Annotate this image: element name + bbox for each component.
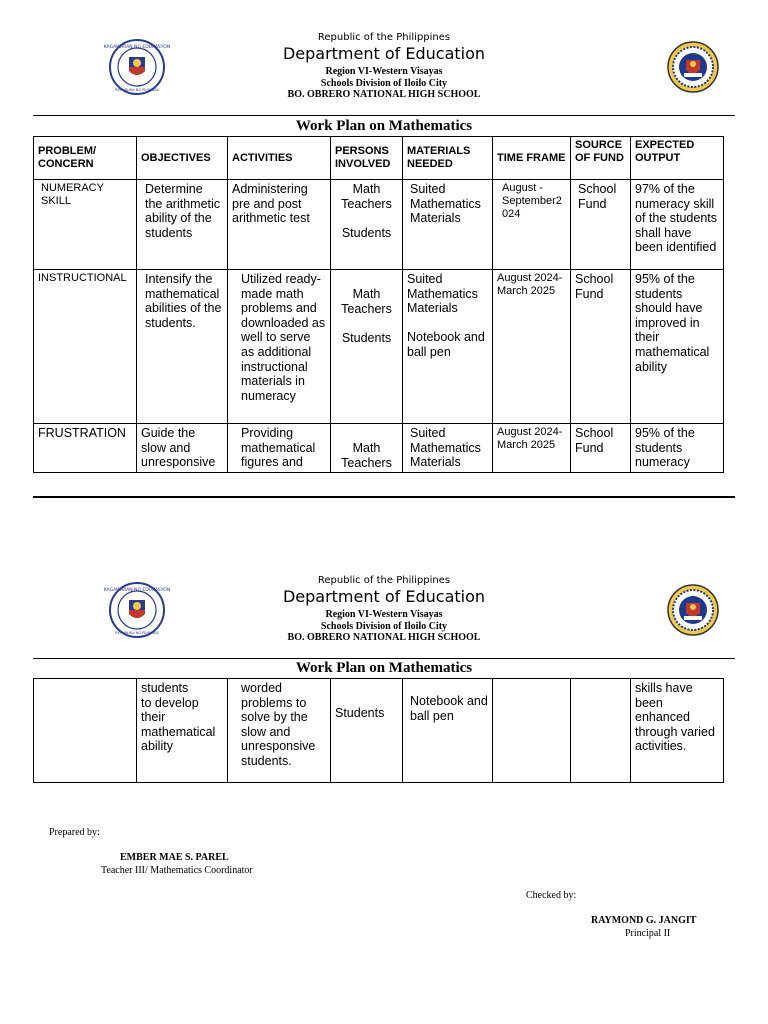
region-line: Region VI-Western Visayas [325, 66, 443, 77]
document-title-2: Work Plan on Mathematics [295, 660, 473, 676]
school-seal-right [666, 40, 720, 99]
cell-output: 95% of the students should have improved in their mathematical ability [631, 270, 724, 424]
cell-source: School Fund [571, 270, 631, 424]
region-line: Region VI-Western Visayas [325, 609, 443, 620]
division-line: Schools Division of Iloilo City [320, 621, 448, 632]
cell-materials: Suited Mathematics Materials [403, 424, 493, 473]
checked-by-title: Principal II [625, 928, 671, 939]
cell-time: August 2024-March 2025 [493, 270, 571, 424]
cell-output: 95% of the students numeracy [631, 424, 724, 473]
cell-source [571, 679, 631, 783]
cell-activities: Utilized ready-made math problems and downloaded as well to serve as additional instructional materials in numeracy [228, 270, 331, 424]
prepared-by-title: Teacher III/ Mathematics Coordinator [101, 865, 253, 876]
header-problem: PROBLEM/ CONCERN [34, 137, 137, 180]
cell-output: skills have been enhanced through varied activities. [631, 679, 724, 783]
cell-materials: Suited Mathematics Materials [403, 180, 493, 270]
department-name: Department of Education [282, 587, 486, 606]
document-title-1: Work Plan on Mathematics [295, 118, 473, 134]
header-materials: MATERIALS NEEDED [403, 137, 493, 180]
cell-activities: Administering pre and post arithmetic test [228, 180, 331, 270]
table-row [34, 424, 724, 473]
department-name: Department of Education [282, 44, 486, 63]
cell-objectives: Determine the arithmetic ability of the students [137, 180, 228, 270]
cell-persons: Students [331, 679, 403, 783]
header-objectives: OBJECTIVES [137, 137, 228, 180]
left-seal-text: KAGAWARAN NG EDUKASYON [103, 588, 171, 593]
work-plan-table-continued [33, 678, 724, 783]
header-activities: ACTIVITIES [228, 137, 331, 180]
checked-by-label: Checked by: [526, 890, 577, 901]
cell-objectives: students to develop their mathematical ability [137, 679, 228, 783]
left-seal-bottom-text: REPUBLIKA NG PILIPINAS [115, 88, 159, 92]
cell-time [493, 679, 571, 783]
cell-persons: Math Teachers Students [331, 270, 403, 424]
cell-time: August 2024-March 2025 [493, 424, 571, 473]
header-persons: PERSONS INVOLVED [331, 137, 403, 180]
work-plan-table [33, 136, 724, 473]
school-name: BO. OBRERO NATIONAL HIGH SCHOOL [287, 632, 481, 643]
cell-problem: NUMERACY SKILL [34, 180, 137, 270]
header-output: EXPECTED OUTPUT [631, 137, 724, 180]
prepared-by-name: EMBER MAE S. PAREL [120, 852, 229, 863]
cell-source: School Fund [571, 424, 631, 473]
cell-problem: FRUSTRATION [34, 424, 137, 473]
division-line: Schools Division of Iloilo City [320, 78, 448, 89]
cell-objectives: Intensify the mathematical abilities of the students. [137, 270, 228, 424]
table-row [34, 679, 724, 783]
page-break-rule [33, 496, 735, 498]
cell-activities: Providing mathematical figures and [228, 424, 331, 473]
cell-objectives: Guide the slow and unresponsive [137, 424, 228, 473]
cell-time: August - September2 024 [493, 180, 571, 270]
page-header-2 [0, 575, 768, 645]
cell-persons: Math Teachers Students [331, 180, 403, 270]
table-row [34, 270, 724, 424]
table-row [34, 180, 724, 270]
cell-materials: Notebook and ball pen [403, 679, 493, 783]
header-rule-1 [33, 115, 735, 116]
left-seal-bottom-text: REPUBLIKA NG PILIPINAS [115, 631, 159, 635]
cell-source: School Fund [571, 180, 631, 270]
header-time: TIME FRAME [493, 137, 571, 180]
table-header-row [34, 137, 724, 180]
cell-materials: Suited Mathematics Materials Notebook and ball pen [403, 270, 493, 424]
cell-output: 97% of the numeracy skill of the students shall have been identified [631, 180, 724, 270]
left-seal-text: KAGAWARAN NG EDUKASYON [103, 45, 171, 50]
school-seal-right [666, 583, 720, 642]
header-source: SOURCE OF FUND [571, 137, 631, 180]
republic-line: Republic of the Philippines [317, 575, 451, 586]
school-name: BO. OBRERO NATIONAL HIGH SCHOOL [287, 89, 481, 100]
checked-by-name: RAYMOND G. JANGIT [591, 915, 697, 926]
header-rule-2 [33, 658, 735, 659]
cell-persons: Math Teachers [331, 424, 403, 473]
republic-line: Republic of the Philippines [317, 32, 451, 43]
cell-problem [34, 679, 137, 783]
page-header-1 [0, 32, 768, 102]
cell-problem: INSTRUCTIONAL [34, 270, 137, 424]
cell-activities: worded problems to solve by the slow and unresponsive students. [228, 679, 331, 783]
prepared-by-label: Prepared by: [49, 827, 100, 838]
